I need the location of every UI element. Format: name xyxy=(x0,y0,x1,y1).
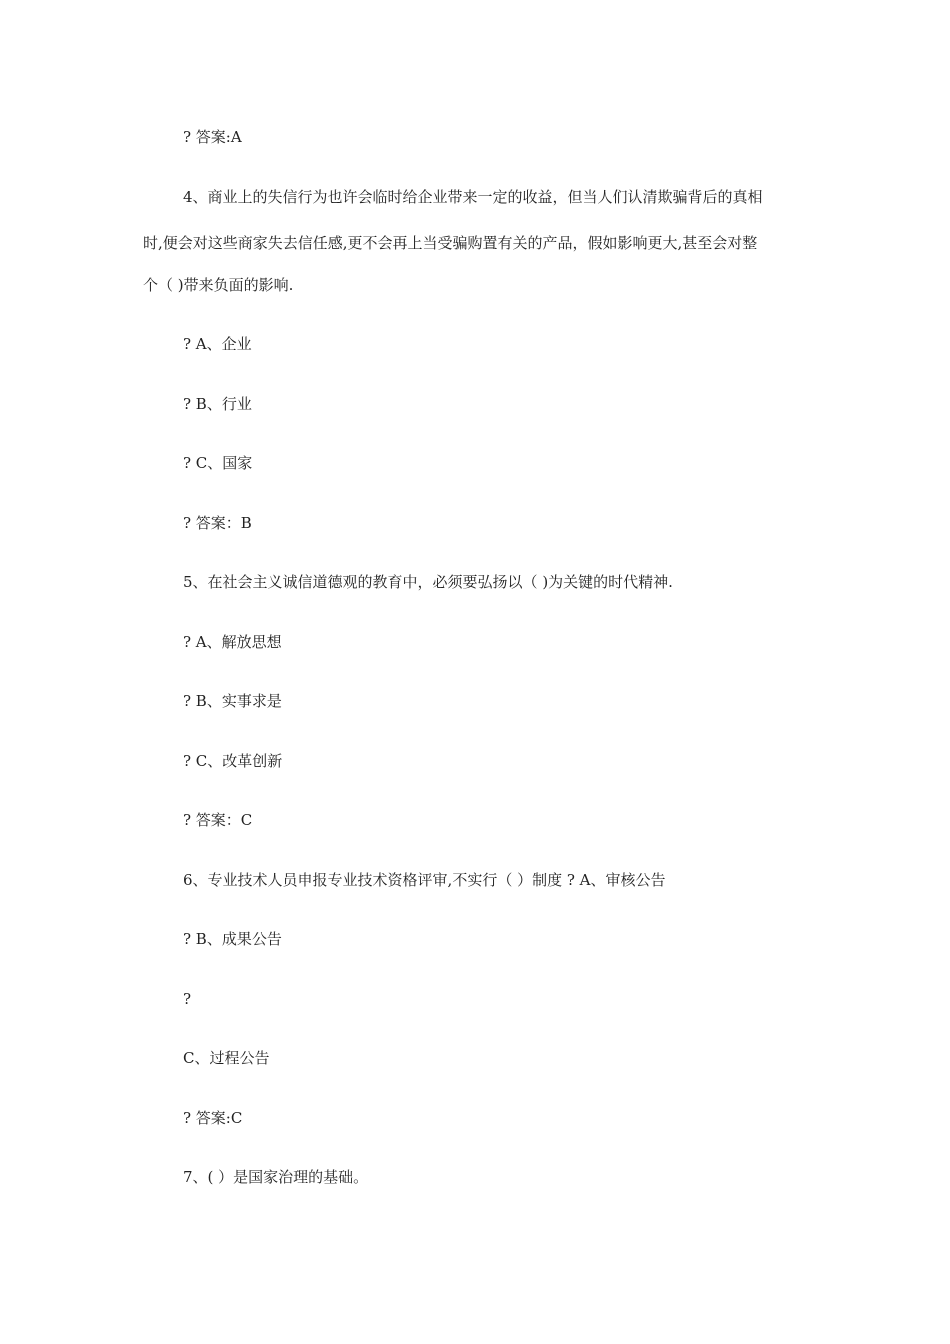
question-5: 5、在社会主义诚信道德观的教育中，必须要弘扬以（ )为关键的时代精神. xyxy=(183,573,673,591)
question-4-option-b: ? B、行业 xyxy=(183,395,252,413)
question-6-marker: ? xyxy=(183,990,192,1008)
question-4-answer: ? 答案：B xyxy=(183,514,252,532)
question-5-answer: ? 答案：C xyxy=(183,811,253,829)
answer-line: ? 答案:A xyxy=(183,128,242,146)
question-6-option-c: C、过程公告 xyxy=(183,1049,270,1067)
question-4-line-1: 4、商业上的失信行为也许会临时给企业带来一定的收益，但当人们认清欺骗背后的真相 xyxy=(183,188,763,206)
question-6-option-b: ? B、成果公告 xyxy=(183,930,282,948)
question-4-line-3: 个（ )带来负面的影响. xyxy=(143,276,294,294)
question-4-option-a: ? A、企业 xyxy=(183,335,252,353)
question-5-option-a: ? A、解放思想 xyxy=(183,633,282,651)
question-7: 7、( ）是国家治理的基础。 xyxy=(183,1168,369,1186)
question-6: 6、专业技术人员申报专业技术资格评审,不实行（ ）制度 ? A、审核公告 xyxy=(183,871,666,889)
question-4-option-c: ? C、国家 xyxy=(183,454,253,472)
question-5-option-c: ? C、改革创新 xyxy=(183,752,283,770)
question-5-option-b: ? B、实事求是 xyxy=(183,692,282,710)
question-6-answer: ? 答案:C xyxy=(183,1109,243,1127)
question-4-line-2: 时,便会对这些商家失去信任感,更不会再上当受骗购置有关的产品，假如影响更大,甚至会对整 xyxy=(143,234,758,252)
